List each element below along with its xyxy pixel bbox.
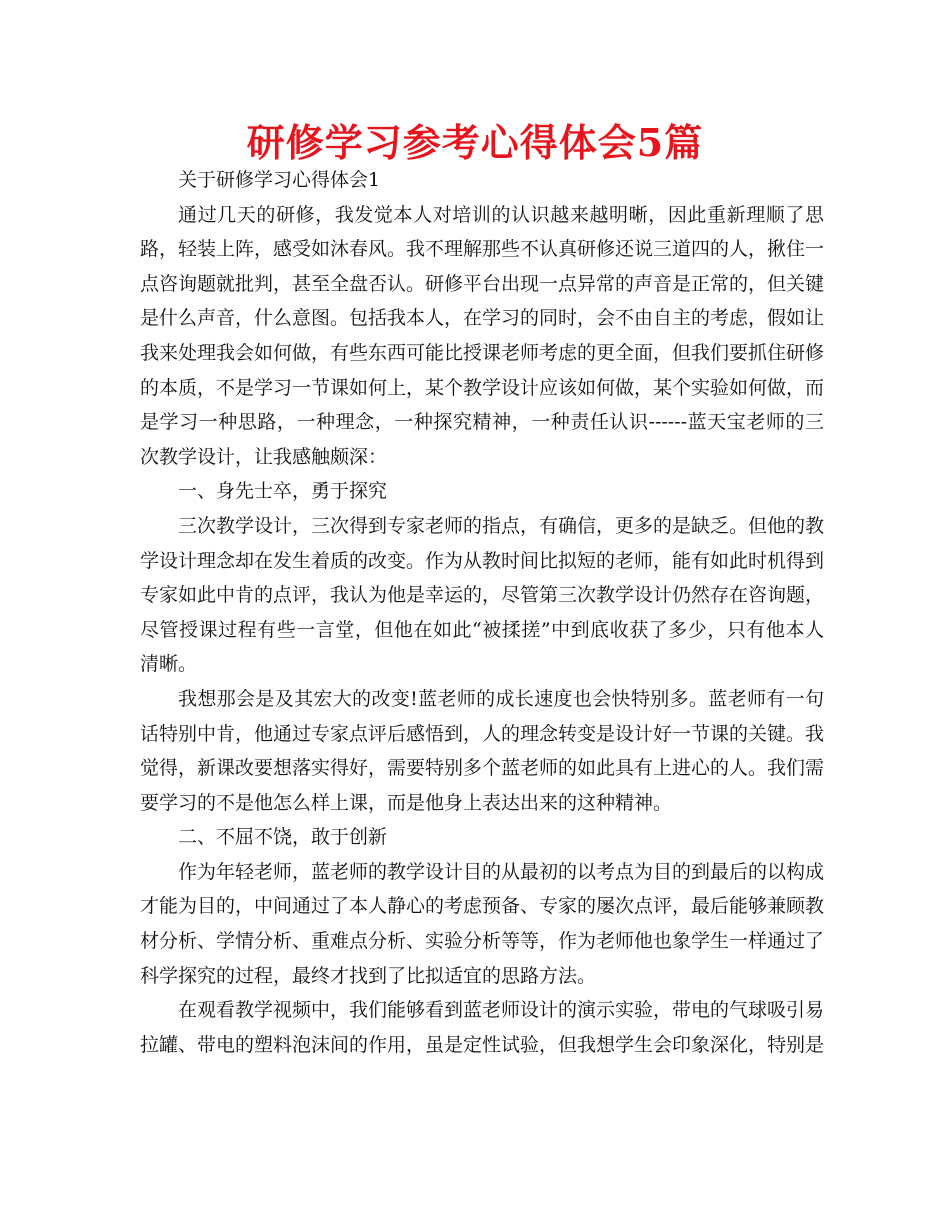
paragraph-subtitle: 关于研修学习心得体会1: [178, 169, 381, 191]
section-heading-1: 一、身先士卒，勇于探究: [178, 480, 388, 503]
paragraph-section-1a: 三次教学设计，三次得到专家老师的指点，有确信，更多的是缺乏。但他的教学设计理念却在发生着质的改变。作为从教时间比拟短的老师，能有如此时机得到专家如此中肯的点评，我认为他是幸运的，尽管第三次教学设计仍然存在咨询题，尽管授课过程有些一言堂，但他在如此“被揉搓”中到底收获了多少，只有他本人清晰。: [140, 514, 825, 676]
paragraph-section-1b: 我想那会是及其宏大的改变!蓝老师的成长速度也会快特别多。蓝老师有一句话特别中肯，他通过专家点评后感悟到，人的理念转变是设计好一节课的关键。我觉得，新课改要想落实得好，需要特别多个蓝老师的如此具有上进心的人。我们需要学习的不是他怎么样上课，而是他身上表达出来的这种精神。: [140, 687, 825, 814]
document-title: 研修学习参考心得体会5篇: [246, 120, 704, 165]
section-heading-2: 二、不屈不饶，敢于创新: [178, 826, 388, 849]
paragraph-section-2a: 作为年轻老师，蓝老师的教学设计目的从最初的以考点为目的到最后的以构成才能为目的，中间通过了本人静心的考虑预备、专家的屡次点评，最后能够兼顾教材分析、学情分析、重难点分析、实验分析等等，作为老师他也象学生一样通过了科学探究的过程，最终才找到了比拟适宜的思路方法。: [140, 860, 825, 987]
paragraph-section-2b: 在观看教学视频中，我们能够看到蓝老师设计的演示实验，带电的气球吸引易拉罐、带电的塑料泡沫间的作用，虽是定性试验，但我想学生会印象深化，特别是: [140, 999, 825, 1056]
paragraph-intro: 通过几天的研修，我发觉本人对培训的认识越来越明晰，因此重新理顺了思路，轻装上阵，感受如沐春风。我不理解那些不认真研修还说三道四的人，揪住一点咨询题就批判，甚至全盘否认。研修平台出现一点异常的声音是正常的，但关键是什么声音，什么意图。包括我本人，在学习的同时，会不由自主的考虑，假如让我来处理我会如何做，有些东西可能比授课老师考虑的更全面，但我们要抓住研修的本质，不是学习一节课如何上，某个教学设计应该如何做，某个实验如何做，而是学习一种思路，一种理念，一种探究精神，一种责任认识------蓝天宝老师的三次教学设计，让我感触颇深：: [140, 203, 825, 468]
document-body: [140, 163, 824, 1062]
